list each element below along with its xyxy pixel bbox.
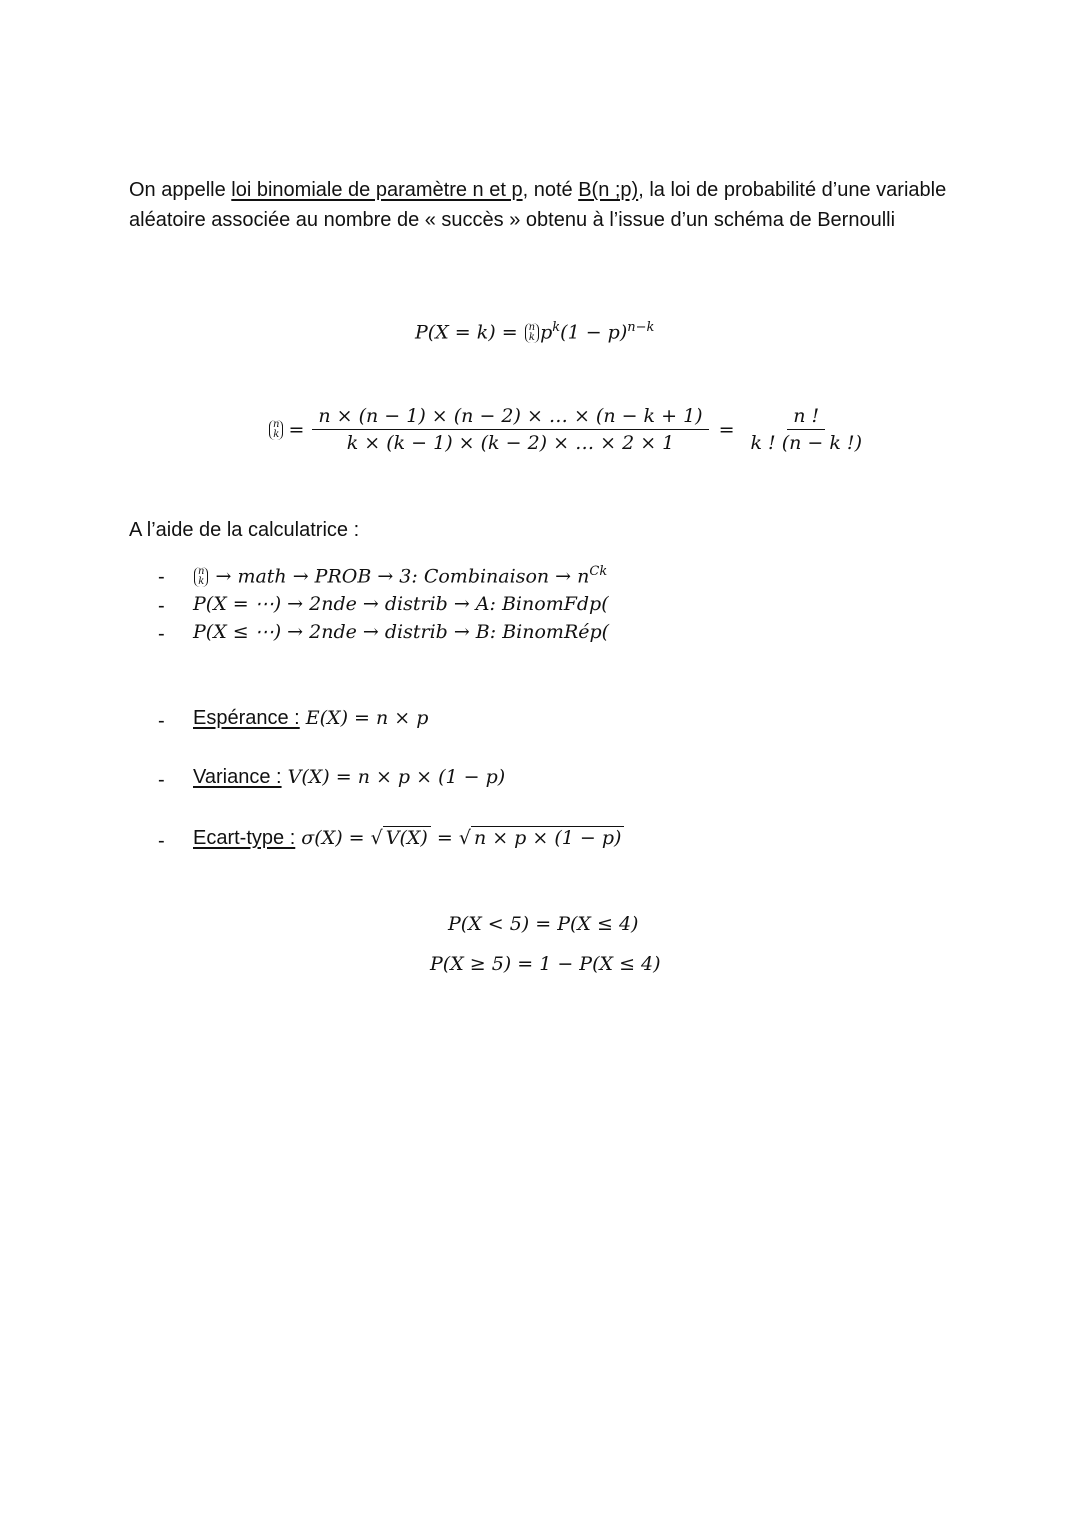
list-item-text: → math → PROB → 3: Combinaison → n	[209, 565, 590, 588]
fraction-numerator: n × (n − 1) × (n − 2) × … × (n − k + 1)	[312, 405, 708, 430]
binomial-probability-formula	[415, 320, 654, 343]
list-dash: -	[158, 595, 165, 617]
factorial-fraction	[745, 405, 868, 454]
fraction-numerator: n !	[787, 405, 825, 430]
list-item-binomrep: P(X ≤ ⋯) → 2nde → distrib → B: BinomRép(	[193, 621, 610, 643]
binom-top: n	[198, 566, 205, 578]
exponent-k: k	[552, 320, 561, 335]
formula-lhs: P(X = k) =	[415, 321, 524, 344]
ecart-type-line: Ecart-type : σ(X) = √ V(X) = √ n × p × (1 − p)	[193, 826, 624, 850]
exponent-n-minus-k: n−k	[627, 320, 655, 335]
binom-coefficient	[525, 323, 539, 343]
binom-top: n	[273, 418, 280, 430]
ecart-type-label: Ecart-type :	[193, 827, 296, 849]
formula-one-minus-p: (1 − p)	[560, 321, 628, 344]
intro-middle: , noté	[522, 179, 579, 201]
calculator-heading: A l’aide de la calculatrice :	[129, 519, 360, 541]
variance-label: Variance :	[193, 766, 282, 788]
binom-coefficient	[194, 567, 208, 587]
intro-after: , la loi de probabilité d’une variable aléatoire associée au nombre de « succès » obtenu à l’issue d’un schéma de Bernoulli	[129, 179, 947, 231]
equals-sign: =	[430, 827, 459, 849]
binom-bottom: k	[528, 332, 535, 344]
list-dash: -	[158, 710, 165, 732]
binom-coefficient	[269, 420, 283, 440]
intro-before: On appelle	[129, 179, 232, 201]
list-dash: -	[158, 623, 165, 645]
list-item-binomfdp: P(X = ⋯) → 2nde → distrib → A: BinomFdp(	[193, 593, 609, 615]
example-strict-inequality: P(X < 5) = P(X ≤ 4)	[448, 913, 639, 935]
esperance-formula: E(X) = n × p	[299, 707, 429, 729]
sqrt-variance: V(X)	[383, 826, 431, 849]
sqrt-product: n × p × (1 − p)	[471, 826, 624, 849]
product-fraction	[312, 405, 708, 454]
fraction-denominator: k ! (n − k !)	[750, 432, 862, 454]
equals-sign: =	[718, 418, 735, 441]
combination-formula	[268, 405, 868, 454]
esperance-line	[193, 707, 428, 730]
formula-p: p	[540, 321, 553, 344]
definition-paragraph	[129, 175, 949, 235]
variance-line	[193, 766, 505, 789]
binom-bottom: k	[198, 576, 205, 588]
binom-bottom: k	[273, 428, 280, 440]
example-complement: P(X ≥ 5) = 1 − P(X ≤ 4)	[430, 953, 661, 975]
list-dash: -	[158, 830, 165, 852]
list-dash: -	[158, 769, 165, 791]
list-item-superscript: Ck	[589, 564, 608, 579]
variance-formula: V(X) = n × p × (1 − p)	[281, 766, 506, 788]
intro-term: loi binomiale de paramètre n et p	[231, 179, 523, 201]
equals-sign: =	[288, 418, 305, 441]
list-dash: -	[158, 566, 165, 588]
ecart-type-formula: σ(X) =	[295, 827, 371, 849]
fraction-denominator: k × (k − 1) × (k − 2) × … × 2 × 1	[346, 432, 675, 454]
list-item-combination	[193, 564, 607, 587]
intro-notation: B(n ;p)	[578, 179, 639, 201]
esperance-label: Espérance :	[193, 707, 300, 729]
binom-top: n	[528, 322, 536, 334]
